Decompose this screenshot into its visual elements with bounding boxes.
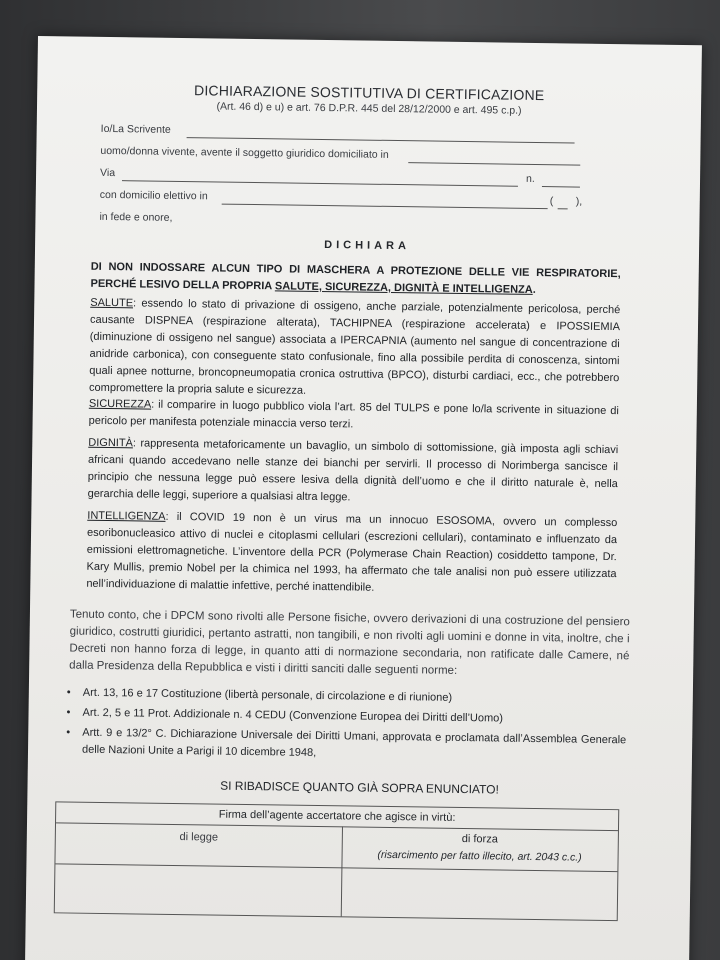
di-forza-label: di forza <box>461 832 498 846</box>
dignita-paragraph <box>87 435 618 510</box>
civic-number-field[interactable] <box>542 186 580 188</box>
list-item <box>66 724 626 766</box>
sicurezza-label: SICUREZZA <box>88 397 152 411</box>
via-field[interactable] <box>122 180 518 187</box>
signature-header: Firma dell’agente accertatore che agisce in virtù: <box>56 802 618 831</box>
di-forza-note: (risarcimento per fatto illecito, art. 2043 c.c.) <box>377 848 582 864</box>
di-forza-cell <box>341 829 617 867</box>
dichiara-keywords: SALUTE, SICUREZZA, DIGNITÀ E INTELLIGENZA <box>274 280 533 296</box>
paper-sheet <box>25 36 702 960</box>
document-page <box>38 36 702 864</box>
list-item-text: Art. 13, 16 e 17 Costituzione (libertà personale, di circolazione e di riunione) <box>82 686 453 704</box>
salute-text: : essendo lo stato di privazione di ossigeno, anche parziale, potenzialmente pericolosa, perché causante DISPNEA (respirazione alterata), TACHIPNEA (respirazione accelerata) e IPOSSIEMIA (diminuzione di ossigeno nel sangue) associata a IPERCAPNIA (aumento nel sangue di concentrazione di anidride carbonica), con conseguente stato confusionale, fino alla possibile perdita di conoscenza, sintomi quali apnee notturne, broncopneumopatia cronica ostruttiva (BPCO), disturbi cardiaci, ecc., che potrebbero compromettere la propria salute e sicurezza. <box>89 297 621 397</box>
scrivente-field[interactable] <box>187 137 575 143</box>
dignita-label: DIGNITÀ <box>88 436 134 450</box>
fede-label: in fede e onore, <box>99 210 173 224</box>
via-label: Via <box>100 166 116 180</box>
province-field[interactable] <box>558 208 568 209</box>
dichiara-heading: DICHIARA <box>324 239 411 253</box>
intelligenza-paragraph <box>86 508 617 600</box>
province-close-paren: ), <box>575 195 583 208</box>
province-open-paren: ( <box>549 195 554 208</box>
closing-statement: SI RIBADISCE QUANTO GIÀ SOPRA ENUNCIATO! <box>220 778 499 797</box>
sicurezza-text: : il comparire in luogo pubblico viola l’art. 85 del TULPS e pone lo/la scrivente in situazione di pericolo per manifesta potenziale minaccia verso terzi. <box>88 398 619 431</box>
tenuto-conto-paragraph: Tenuto conto, che i DPCM sono rivolti alle Persone fisiche, ovvero derivazioni di una costruzione del pensiero giuridico, costrutti giuridici, pertanto astratti, non tangibili, e non rivolti agli uomini e donne in vita, inoltre, che i Decreti non hanno forza di legge, in quanto atti di normazione secondaria, non ratificate dalle Camere, né dalla Presidenza della Repubblica e visti i diritti sanciti dalle seguenti norme: <box>69 608 630 677</box>
bullet-icon: • <box>66 686 71 699</box>
document-subtitle: (Art. 46 d) e u) e art. 76 D.P.R. 445 del 28/12/2000 e art. 495 c.p.) <box>216 100 522 117</box>
domiciliato-field[interactable] <box>408 162 580 165</box>
intelligenza-text: : il COVID 19 non è un virus ma un innocuo ESOSOMA, ovvero un complesso esoribonucleasico attivo di nuclei e citoplasmi cellulari (escrezioni cellulari), contaminato e influenzato da emissioni elettromagnetiche. L’inventore della PCR (Polymerase Chain Reaction) cosiddetto tampone, Dr. Kary Mullis, premio Nobel per la chimica nel 1993, ha affermato che tale analisi non può essere utilizzata nell’individuazione di malattie infettive, perché inattendibile. <box>86 510 618 594</box>
salute-paragraph <box>89 295 620 404</box>
bullet-icon: • <box>66 726 71 739</box>
document-title: DICHIARAZIONE SOSTITUTIVA DI CERTIFICAZIONE <box>193 82 545 104</box>
signature-table <box>54 801 620 921</box>
list-item-text: Artt. 9 e 13/2° C. Dichiarazione Universale dei Diritti Umani, approvata e proclamata dall’Assemblea Generale delle Nazioni Unite a Parigi il 10 dicembre 1948, <box>81 726 627 759</box>
dichiara-period: . <box>532 283 536 296</box>
dichiara-intro: DI NON INDOSSARE ALCUN TIPO DI MASCHERA A PROTEZIONE DELLE VIE RESPIRATORIE, PERCHÉ LESIVO DELLA PROPRIA <box>90 260 621 293</box>
domicilio-field[interactable] <box>222 204 548 210</box>
di-legge-label: di legge <box>179 831 219 844</box>
dichiara-statement <box>90 259 620 300</box>
scrivente-label: Io/La Scrivente <box>100 122 171 136</box>
bullet-icon: • <box>66 706 71 719</box>
list-item-text: Art. 2, 5 e 11 Prot. Addizionale n. 4 CEDU (Convenzione Europea dei Diritti dell’Uomo) <box>82 706 504 725</box>
signature-field-legge[interactable] <box>55 863 342 915</box>
domicilio-label: con domicilio elettivo in <box>99 188 208 203</box>
dignita-text: : rappresenta metaforicamente un bavaglio, un simbolo di sottomissione, già imposta agli schiavi africani quando accedevano nelle stanze dei bianchi per servirli. Il processo di Norimberga sancisce il principio che nessuna legge può essere lesiva della dignità dell’uomo e che il diritto naturale è, nella gerarchia delle leggi, superiore a qualsiasi altra legge. <box>87 437 619 504</box>
intelligenza-label: INTELLIGENZA <box>87 509 166 523</box>
civic-number-label: n. <box>525 172 535 185</box>
salute-label: SALUTE <box>90 296 134 310</box>
sicurezza-paragraph <box>89 396 619 437</box>
domiciliato-label: uomo/donna vivente, avente il soggetto giuridico domiciliato in <box>100 144 389 161</box>
signature-field-forza[interactable] <box>342 867 618 919</box>
